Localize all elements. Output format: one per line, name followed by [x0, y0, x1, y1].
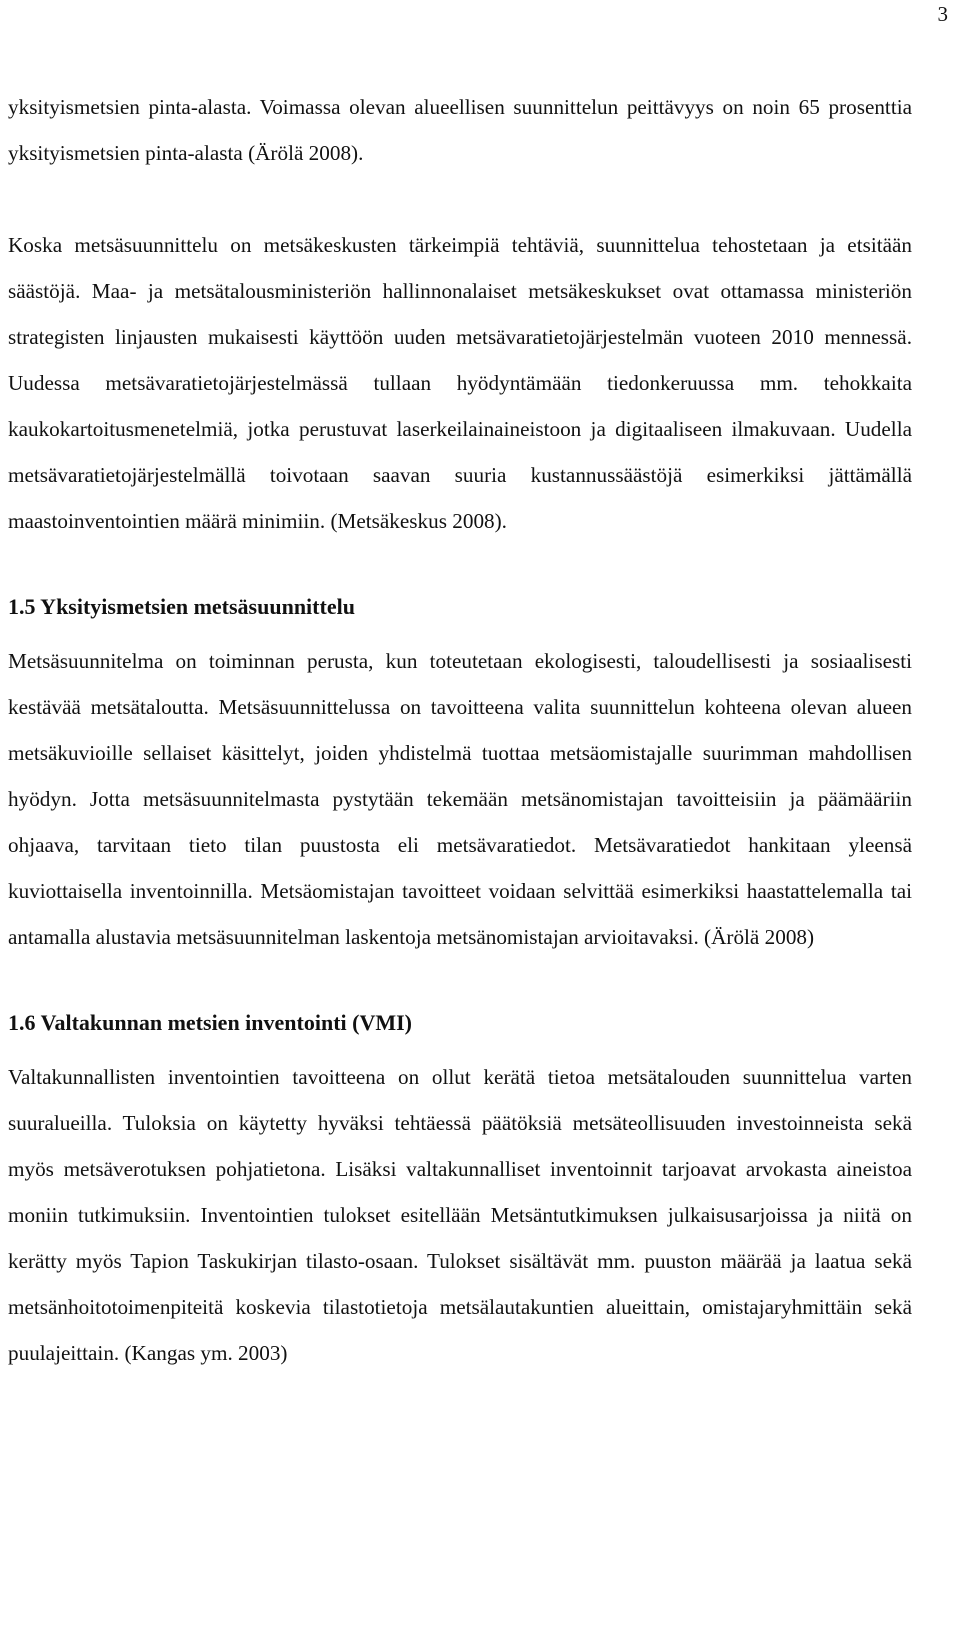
section-heading-1-5: 1.5 Yksityismetsien metsäsuunnittelu — [8, 594, 355, 619]
page-number: 3 — [937, 2, 948, 26]
section-heading-1-6: 1.6 Valtakunnan metsien inventointi (VMI) — [8, 1010, 413, 1035]
paragraph-intro: yksityismetsien pinta-alasta. Voimassa olevan alueellisen suunnittelun peittävyys on noin 65 prosenttia yksityismetsien pinta-alasta (Ärölä 2008). — [8, 95, 912, 165]
paragraph-metsasuunnittelu-savings: Koska metsäsuunnittelu on metsäkeskusten tärkeimpiä tehtäviä, suunnittelua tehostetaan ja etsitään säästöjä. Maa- ja metsätalousministeriön hallinnonalaiset metsäkeskukset ovat ottamassa ministeriön strategisten linjausten mukaisesti käyttöön uuden metsävaratietojärjestelmän vuoteen 2010 mennessä. Uudessa metsävaratietojärjestelmässä tullaan hyödyntämään tiedonkeruussa mm. tehokkaita kaukokartoitusmenetelmiä, jotka perustuvat laserkeilainaineistoon ja digitaaliseen ilmakuvaan. Uudella metsävaratietojärjestelmällä toivotaan saavan suuria kustannussäästöjä esimerkiksi jättämällä maastoinventointien määrä minimiin. (Metsäkeskus 2008). — [8, 233, 912, 533]
document-body — [8, 84, 912, 1376]
paragraph-section-1-5: Metsäsuunnitelma on toiminnan perusta, kun toteutetaan ekologisesti, taloudellisesti ja sosiaalisesti kestävää metsätaloutta. Metsäsuunnittelussa on tavoitteena valita suunnittelun kohteena olevan alueen metsäkuvioille sellaiset käsittelyt, joiden yhdistelmä tuottaa metsäomistajalle suurimman mahdollisen hyödyn. Jotta metsäsuunnitelmasta pystytään tekemään metsänomistajan tavoitteisiin ja päämääriin ohjaava, tarvitaan tieto tilan puustosta eli metsävaratiedot. Metsävaratiedot hankitaan yleensä kuviottaisella inventoinnilla. Metsäomistajan tavoitteet voidaan selvittää esimerkiksi haastattelemalla tai antamalla alustavia metsäsuunnitelman laskentoja metsänomistajan arvioitavaksi. (Ärölä 2008) — [8, 649, 912, 949]
paragraph-section-1-6: Valtakunnallisten inventointien tavoitteena on ollut kerätä tietoa metsätalouden suunnittelua varten suuralueilla. Tuloksia on käytetty hyväksi tehtäessä päätöksiä metsäteollisuuden investoinneista sekä myös metsäverotuksen pohjatietona. Lisäksi valtakunnalliset inventoinnit tarjoavat arvokasta aineistoa moniin tutkimuksiin. Inventointien tulokset esitellään Metsäntutkimuksen julkaisusarjoissa ja niitä on kerätty myös Tapion Taskukirjan tilasto-osaan. Tulokset sisältävät mm. puuston määrää ja laatua sekä metsänhoitotoimenpiteitä koskevia tilastotietoja metsälautakuntien alueittain, omistajaryhmittäin sekä puulajeittain. (Kangas ym. 2003) — [8, 1065, 912, 1365]
